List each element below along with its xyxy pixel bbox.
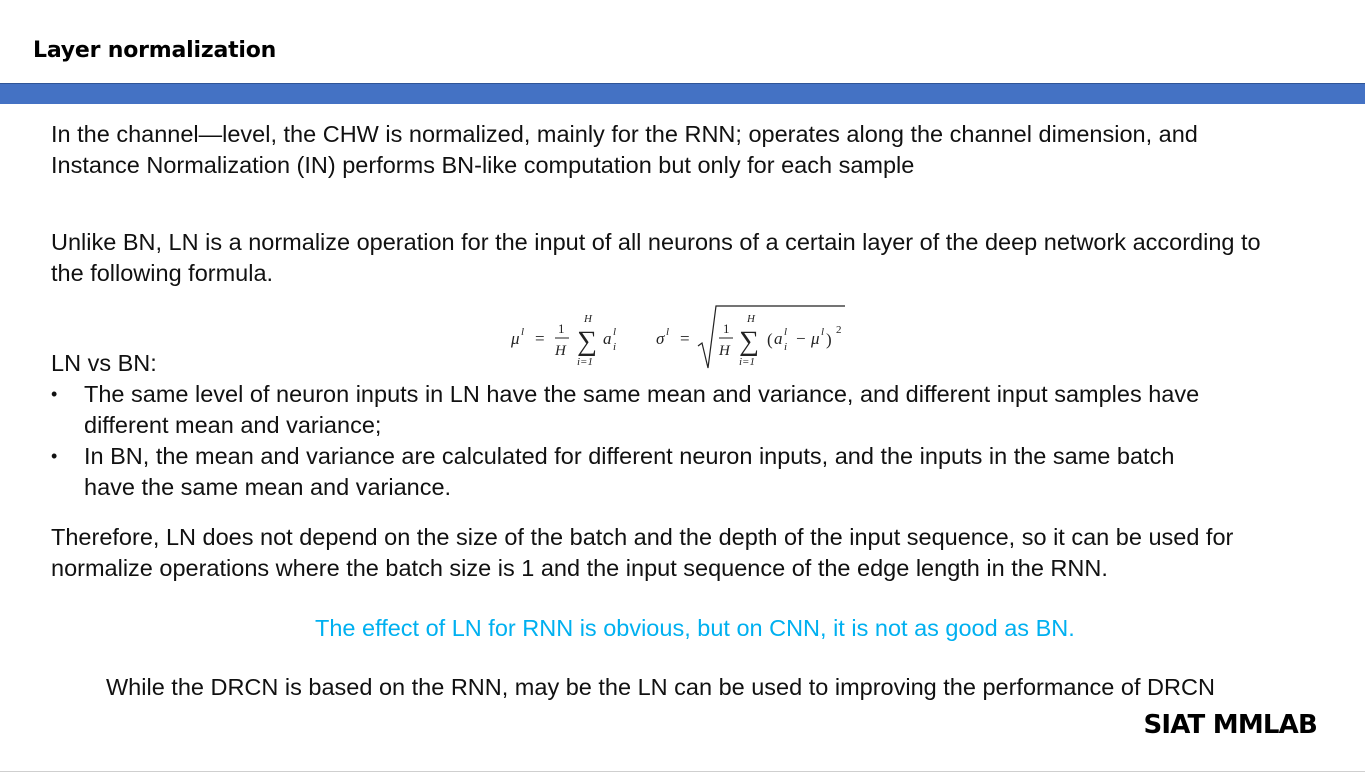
mu-a-sup: l [613, 326, 617, 338]
sigma-symbol: σ [656, 329, 665, 348]
sigma-a-sup: l [784, 326, 788, 338]
intro-line-2: Instance Normalization (IN) performs BN-like computation but only for each sample [51, 152, 915, 178]
highlight-statement: The effect of LN for RNN is obvious, but on CNN, it is not as good as BN. [315, 615, 1075, 641]
lab-logo: SIAT MMLAB [1143, 710, 1317, 740]
conclusion-statement: While the DRCN is based on the RNN, may be the LN can be used to improving the performance of DRCN [106, 674, 1215, 700]
sigma-sum: ∑ [739, 326, 759, 357]
mu-superscript: l [521, 326, 525, 338]
bullet-text [84, 379, 1199, 441]
unlike-line-1: Unlike BN, LN is a normalize operation for the input of all neurons of a certain layer of the deep network according to [51, 229, 1261, 255]
sigma-square: 2 [836, 324, 842, 336]
mu-a-sub: i [613, 341, 617, 353]
intro-paragraph [51, 119, 1198, 181]
unlike-line-2: the following formula. [51, 260, 274, 286]
mu-denominator: H [555, 343, 566, 359]
intro-line-1: In the channel—level, the CHW is normalized, mainly for the RNN; operates along the channel dimension, and [51, 121, 1198, 147]
unlike-paragraph [51, 227, 1261, 289]
bullet-line-1: The same level of neuron inputs in LN have the same mean and variance, and different input samples have [84, 381, 1200, 407]
sigma-lparen: ( [767, 330, 773, 349]
therefore-paragraph [51, 522, 1233, 584]
therefore-line-1: Therefore, LN does not depend on the size of the batch and the depth of the input sequence, so it can be used for [51, 524, 1234, 550]
bottom-divider [0, 771, 1365, 772]
bullet-line-1: In BN, the mean and variance are calculated for different neuron inputs, and the inputs in the same batch [84, 443, 1175, 469]
title-band [0, 83, 1365, 104]
mu-sum: ∑ [577, 326, 597, 357]
sigma-denominator: H [719, 343, 730, 359]
therefore-line-2: normalize operations where the batch size is 1 and the input sequence of the edge length in the RNN. [51, 555, 1108, 581]
mu-equals: = [535, 329, 545, 348]
sigma-numerator: 1 [723, 321, 730, 336]
bullet-marker: • [51, 384, 58, 404]
ln-formula [505, 300, 855, 372]
mu-sum-lower: i=1 [577, 356, 593, 368]
formula-svg [505, 300, 855, 372]
mu-symbol: μ [511, 329, 520, 348]
ln-vs-bn-heading: LN vs BN: [51, 350, 157, 376]
sigma-superscript: l [666, 326, 670, 338]
bullet-text [84, 441, 1174, 503]
sigma-sum-lower: i=1 [739, 356, 755, 368]
sigma-equals: = [680, 329, 690, 348]
sigma-mu-sup: l [821, 326, 825, 338]
sigma-a: a [774, 329, 783, 348]
sigma-sum-upper: H [747, 313, 755, 325]
sigma-minus: − [796, 329, 806, 348]
bullet-line-2: different mean and variance; [84, 412, 382, 438]
sigma-a-sub: i [784, 341, 788, 353]
sigma-mu: μ [811, 329, 820, 348]
mu-numerator: 1 [558, 321, 565, 336]
mu-a: a [603, 329, 612, 348]
slide-title: Layer normalization [33, 38, 277, 63]
mu-sum-upper: H [584, 313, 592, 325]
sigma-rparen: ) [826, 330, 832, 349]
bullet-line-2: have the same mean and variance. [84, 474, 452, 500]
bullet-marker: • [51, 446, 58, 466]
